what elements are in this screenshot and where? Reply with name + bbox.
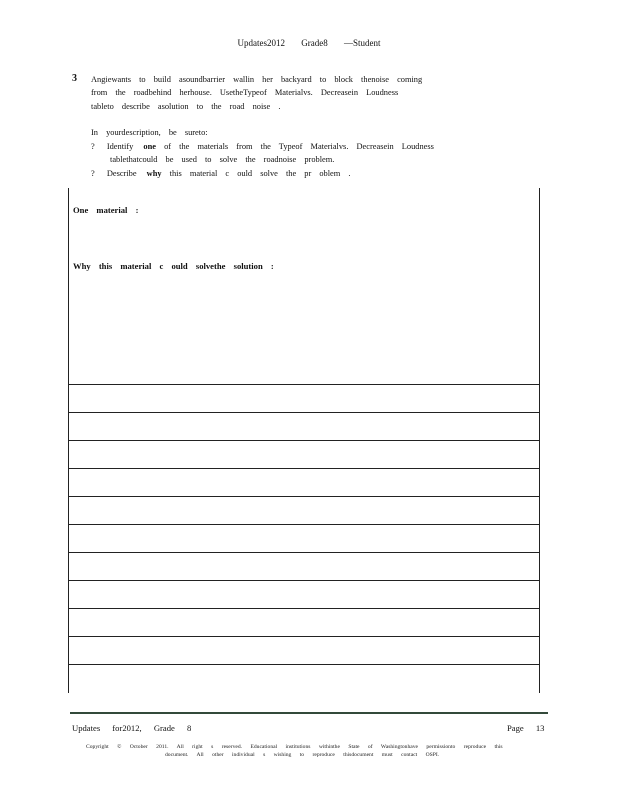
- page-header: Updates2012 Grade8 —Student: [237, 38, 381, 48]
- answer-line[interactable]: [68, 412, 539, 413]
- question-number: 3: [72, 73, 77, 84]
- answer-line[interactable]: [68, 524, 539, 525]
- bullet-2: [91, 169, 350, 178]
- bullet-2-post: this material c ould solve the pr oblem .: [169, 169, 351, 178]
- question-line-1: Angiewants to build asoundbarrier wallin her backyard to block thenoise coming: [91, 75, 423, 84]
- copyright-line-2: document. All other individual s wishing to reproduce thisdocument must contact OSPI.: [165, 752, 440, 758]
- answer-line[interactable]: [68, 496, 539, 497]
- answer-line[interactable]: [68, 580, 539, 581]
- page-number: Page 13: [507, 723, 545, 733]
- bullet-1-glyph: ?: [91, 142, 95, 151]
- answer-line[interactable]: [68, 636, 539, 637]
- one-material-label: One material :: [73, 205, 139, 215]
- bullet-1-bold: one: [143, 142, 156, 151]
- bullet-2-bold: why: [146, 169, 162, 178]
- bullet-2-glyph: ?: [91, 169, 95, 178]
- bullet-1-post: of the materials from the Typeof Materialvs. Decreasein Loudness: [164, 142, 434, 151]
- answer-line[interactable]: [68, 384, 539, 385]
- answer-line[interactable]: [68, 664, 539, 665]
- instruction-intro: In yourdescription, be sureto:: [91, 128, 208, 137]
- bullet-1: [91, 142, 434, 151]
- bullet-1-pre: Identify: [106, 142, 134, 151]
- bullet-1-cont-text: tablethatcould be used to solve the roadnoise problem.: [110, 155, 335, 164]
- bullet-1-continued: [110, 155, 334, 164]
- footer-left: Updates for2012, Grade 8: [72, 723, 192, 733]
- answer-line[interactable]: [68, 608, 539, 609]
- question-line-3: tableto describe asolution to the road noise .: [91, 102, 281, 111]
- footer-rule: [70, 712, 548, 714]
- copyright-line-1: Copyright © October 2011. All right s reserved. Educational institutions withinthe State of Washingtonhave permissionto reproduce this: [86, 744, 503, 750]
- answer-line[interactable]: [68, 552, 539, 553]
- bullet-2-pre: Describe: [106, 169, 137, 178]
- answer-line[interactable]: [68, 468, 539, 469]
- why-material-label: Why this material c ould solvethe solution :: [73, 261, 274, 271]
- question-line-2: from the roadbehind herhouse. UsetheTypeof Materialvs. Decreasein Loudness: [91, 88, 399, 97]
- answer-line[interactable]: [68, 440, 539, 441]
